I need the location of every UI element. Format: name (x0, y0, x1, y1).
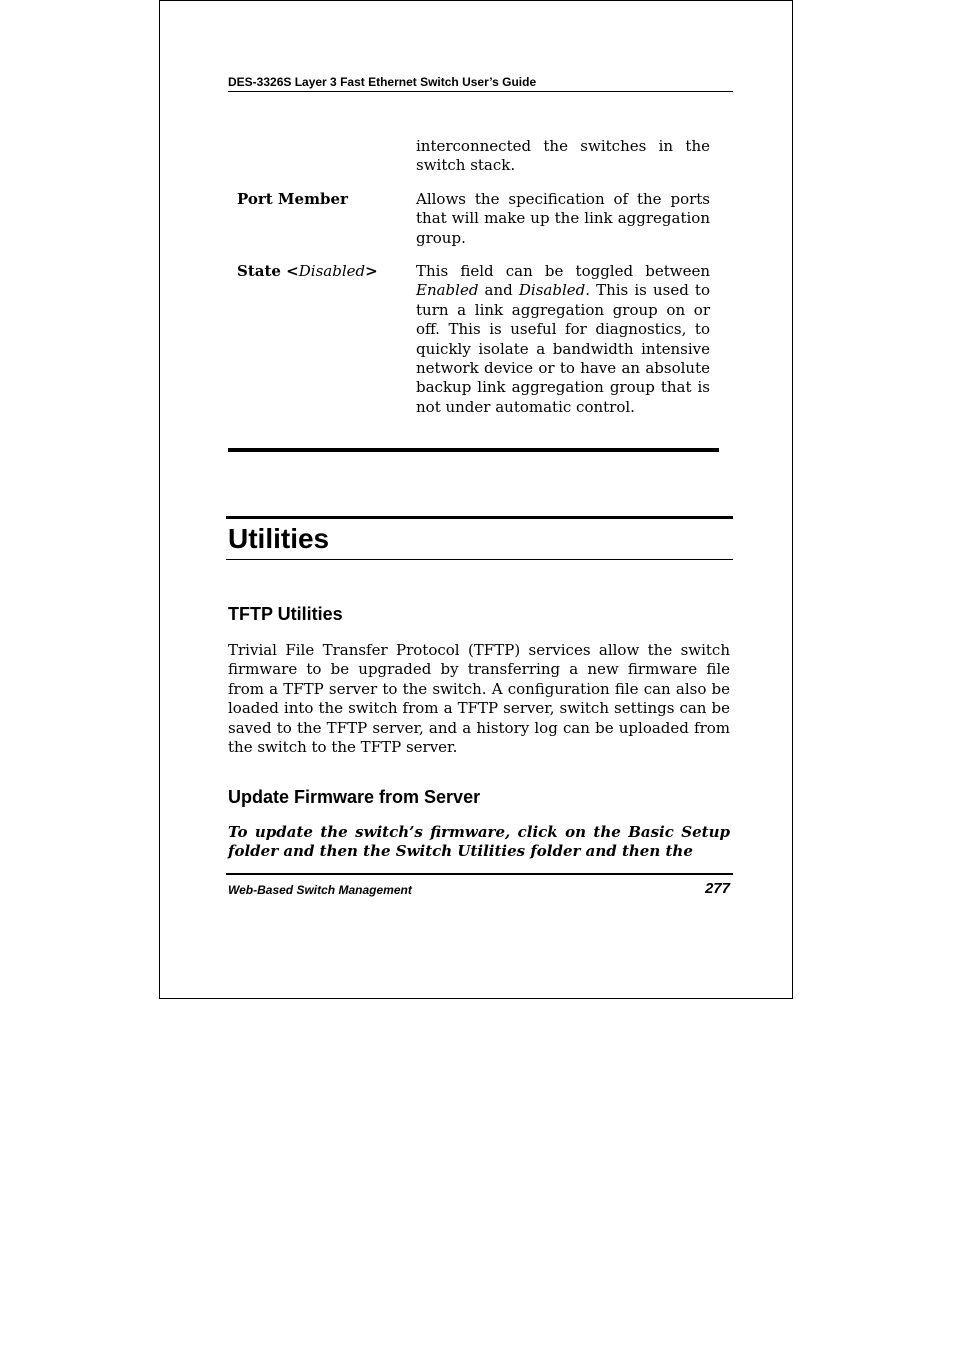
table-row (228, 137, 719, 176)
running-header: DES-3326S Layer 3 Fast Ethernet Switch User’s Guide (228, 75, 733, 92)
tftp-paragraph: Trivial File Transfer Protocol (TFTP) services allow the switch firmware to be upgraded by transferring a new firmware file from a TFTP server to the switch. A configuration file can also be loaded into the switch from a TFTP server, switch settings can be saved to the TFTP server, and a history log can be uploaded from the switch to the TFTP server. (228, 641, 730, 757)
parameter-term: State <Disabled> (237, 262, 378, 281)
parameter-term: Port Member (237, 189, 348, 208)
tftp-heading: TFTP Utilities (228, 604, 343, 624)
table-row (228, 190, 719, 248)
update-firmware-instruction: To update the switch’s firmware, click on the Basic Setup folder and then the Switch Utilities folder and then the (228, 823, 730, 861)
update-firmware-heading: Update Firmware from Server (228, 787, 481, 807)
footer-title: Web-Based Switch Management (228, 883, 412, 897)
section-rule-top (226, 516, 733, 519)
section-title: Utilities (228, 523, 330, 554)
parameter-description: Allows the specification of the ports that will make up the link aggregation group. (416, 189, 710, 247)
table-row (228, 262, 719, 417)
page-number: 277 (704, 880, 730, 897)
document-page (159, 0, 793, 999)
desc-text: and (478, 281, 519, 300)
parameter-term-name: State (237, 262, 281, 281)
desc-text: . This is used to turn a link aggregation group on or off. This is useful for diagnostics, to quickly isolate a bandwidth intensive network device or to have an absolute backup link aggregation group that is not under automatic control. (416, 281, 710, 416)
desc-emphasis: Disabled (518, 281, 586, 300)
desc-emphasis: Enabled (416, 281, 479, 300)
parameter-description (416, 262, 710, 417)
parameter-table (228, 137, 719, 431)
parameter-description: interconnected the switches in the switch stack. (416, 137, 710, 175)
desc-text: This field can be toggled between (416, 262, 710, 281)
parameter-default-value: Disabled (298, 262, 366, 281)
footer-rule (226, 873, 733, 875)
section-rule-bottom (226, 559, 733, 560)
table-bottom-rule (228, 448, 719, 452)
